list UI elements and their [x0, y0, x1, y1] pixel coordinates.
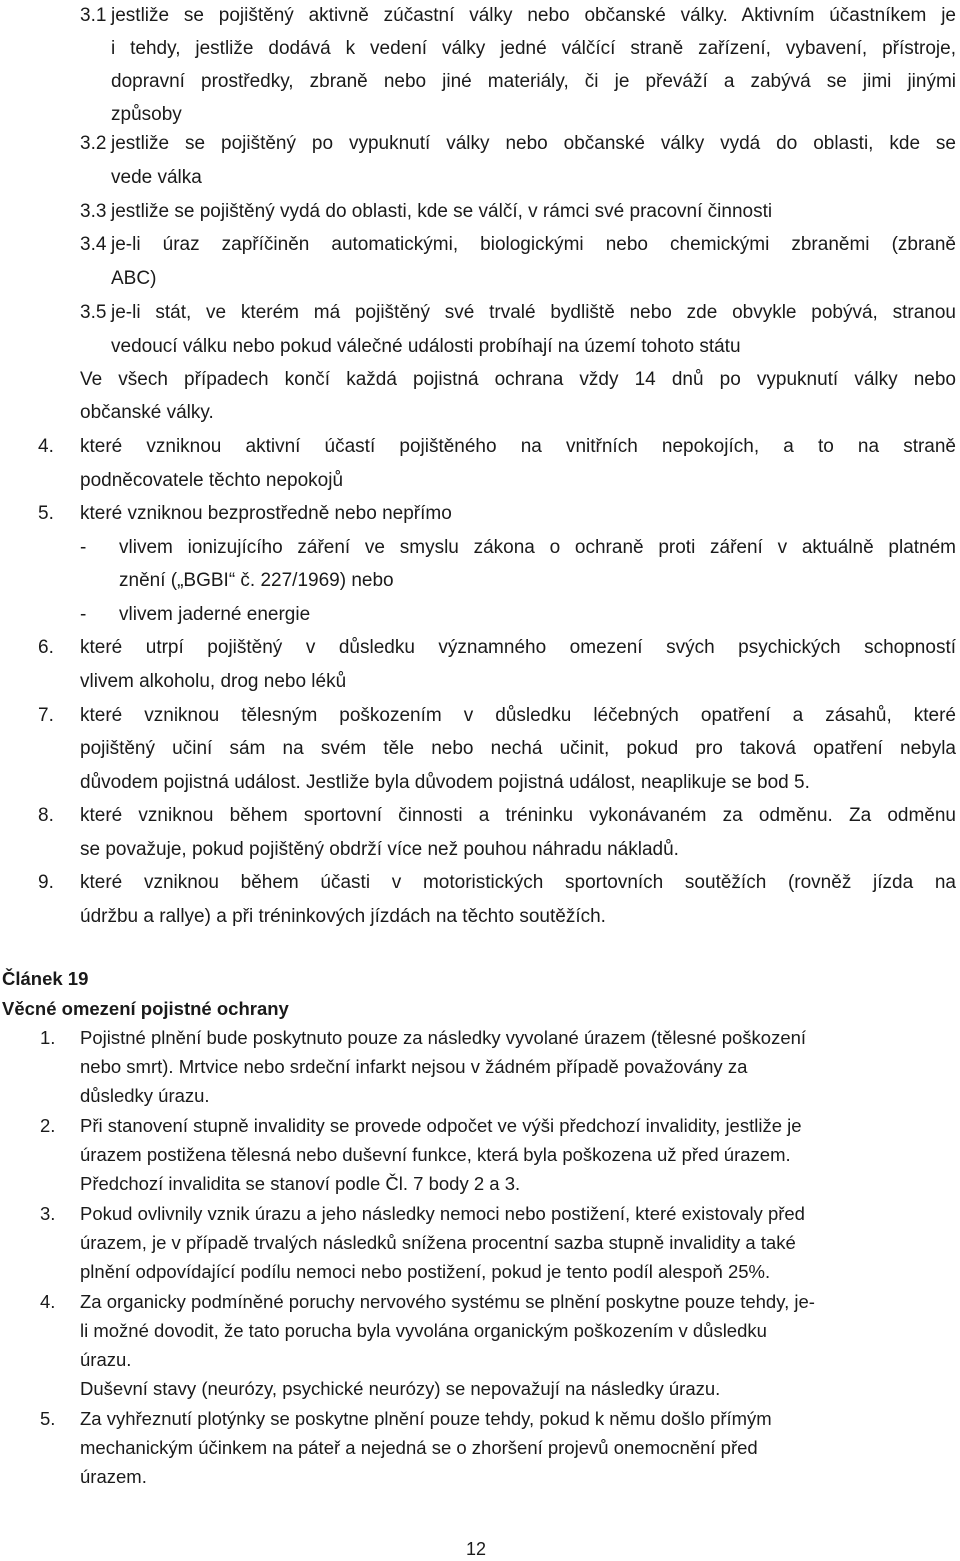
item-text-line: vlivem alkoholu, drog nebo léků	[80, 671, 347, 692]
item-text-line: i tehdy, jestliže dodává k vedení války jedné válčící straně zařízení, vybavení, přístroje,	[111, 38, 956, 59]
item-text-line: Předchozí invalidita se stanoví podle Čl. 7 body 2 a 3.	[80, 1173, 521, 1194]
item-text-line: úrazem postižena tělesná nebo duševní funkce, která byla poškozena už před úrazem.	[80, 1144, 791, 1165]
item-number: 7.	[38, 705, 54, 726]
sub-item-text-line: vlivem jaderné energie	[119, 604, 311, 625]
item-number: 3.1	[80, 5, 107, 26]
sub-item-text-line: znění („BGBI“ č. 227/1969) nebo	[119, 570, 394, 591]
item-text-line: je-li úraz zapříčiněn automatickými, biologickými nebo chemickými zbraněmi (zbraně	[111, 234, 956, 255]
item-text-line: Pokud ovlivnily vznik úrazu a jeho následky nemoci nebo postižení, které existovaly před	[80, 1203, 805, 1224]
dash-bullet: -	[80, 537, 87, 558]
item-text-line: úrazem.	[80, 1466, 147, 1487]
item-number: 5.	[38, 503, 54, 524]
item-number: 4.	[38, 436, 54, 457]
item-text-line: Za vyhřeznutí plotýnky se poskytne plnění pouze tehdy, pokud k němu došlo přímým	[80, 1408, 772, 1429]
item-text-line: Při stanovení stupně invalidity se provede odpočet ve výši předchozí invalidity, jestliže je	[80, 1115, 802, 1136]
note-text-line: Ve všech případech končí každá pojistná ochrana vždy 14 dnů po vypuknutí války nebo	[80, 369, 956, 390]
item-text-line: důsledky úrazu.	[80, 1085, 210, 1106]
item-text-line: li možné dovodit, že tato porucha byla vyvolána organickým poškozením v důsledku	[80, 1320, 767, 1341]
item-number: 6.	[38, 637, 54, 658]
item-text-line: údržbu a rallye) a při tréninkových jízdách na těchto soutěžích.	[80, 906, 606, 927]
article-heading: Článek 19	[2, 968, 89, 989]
item-text-line: nebo smrt). Mrtvice nebo srdeční infarkt nejsou v žádném případě považovány za	[80, 1056, 748, 1077]
item-text-line: úrazem, je v případě trvalých následků snížena procentní sazba stupně invalidity a také	[80, 1232, 796, 1253]
item-text-line: Pojistné plnění bude poskytnuto pouze za následky vyvolané úrazem (tělesné poškození	[80, 1027, 807, 1048]
item-text-line: mechanickým účinkem na páteř a nejedná se o zhoršení projevů onemocnění před	[80, 1437, 758, 1458]
item-text-line: ABC)	[111, 268, 157, 289]
item-text-line: úrazu.	[80, 1349, 132, 1370]
page-number: 12	[466, 1539, 487, 1559]
item-text-line: které vzniknou tělesným poškozením v důsledku léčebných opatření a zásahů, které	[80, 705, 956, 726]
item-text-line: plnění odpovídající podílu nemoci nebo postižení, pokud je tento podíl alespoň 25%.	[80, 1261, 771, 1282]
item-text-line: je-li stát, ve kterém má pojištěný své trvalé bydliště nebo zde obvykle pobývá, stranou	[111, 302, 956, 323]
item-number: 3.4	[80, 234, 107, 255]
item-text-line: důvodem pojistná událost. Jestliže byla důvodem pojistná událost, neaplikuje se bod 5.	[80, 772, 810, 793]
item-text-line: pojištěný učiní sám na svém těle nebo nechá učinit, pokud pro taková opatření nebyla	[80, 738, 956, 759]
item-number: 1.	[40, 1027, 56, 1048]
article-subheading: Věcné omezení pojistné ochrany	[2, 998, 289, 1019]
item-text-line: Za organicky podmíněné poruchy nervového systému se plnění poskytne pouze tehdy, je-	[80, 1291, 815, 1312]
item-text-line: vedoucí válku nebo pokud válečné události probíhají na území tohoto státu	[111, 336, 741, 357]
item-text-line: jestliže se pojištěný vydá do oblasti, kde se válčí, v rámci své pracovní činnosti	[111, 201, 773, 222]
item-number: 3.3	[80, 201, 107, 222]
item-number: 3.5	[80, 302, 107, 323]
item-number: 3.	[40, 1203, 56, 1224]
item-text-line: jestliže se pojištěný po vypuknutí války nebo občanské války vydá do oblasti, kde se	[111, 133, 956, 154]
item-number: 4.	[40, 1291, 56, 1312]
note-text-line: občanské války.	[80, 402, 214, 423]
item-text-line: se považuje, pokud pojištěný obdrží více než pouhou náhradu nákladů.	[80, 839, 679, 860]
item-text-line: které vzniknou během sportovní činnosti a tréninku vykonávaném za odměnu. Za odměnu	[80, 805, 956, 826]
item-text-line: Duševní stavy (neurózy, psychické neurózy) se nepovažují na následky úrazu.	[80, 1378, 721, 1399]
item-text-line: jestliže se pojištěný aktivně zúčastní války nebo občanské války. Aktivním účastníkem je	[111, 5, 956, 26]
item-number: 2.	[40, 1115, 56, 1136]
item-number: 8.	[38, 805, 54, 826]
item-text-line: které vzniknou bezprostředně nebo nepřímo	[80, 503, 452, 524]
item-text-line: vede válka	[111, 167, 202, 188]
item-text-line: podněcovatele těchto nepokojů	[80, 470, 344, 491]
item-text-line: dopravní prostředky, zbraně nebo jiné materiály, či je převáží a zabývá se jimi jinými	[111, 71, 956, 92]
item-text-line: které vzniknou aktivní účastí pojištěného na vnitřních nepokojích, a to na straně	[80, 436, 956, 457]
dash-bullet: -	[80, 604, 87, 625]
item-text-line: které vzniknou během účasti v motoristických sportovních soutěžích (rovněž jízda na	[80, 872, 956, 893]
item-text-line: způsoby	[111, 104, 182, 125]
item-number: 9.	[38, 872, 54, 893]
item-number: 3.2	[80, 133, 107, 154]
sub-item-text-line: vlivem ionizujícího záření ve smyslu zákona o ochraně proti záření v aktuálně platném	[119, 537, 956, 558]
item-text-line: které utrpí pojištěný v důsledku významného omezení svých psychických schopností	[80, 637, 956, 658]
item-number: 5.	[40, 1408, 56, 1429]
